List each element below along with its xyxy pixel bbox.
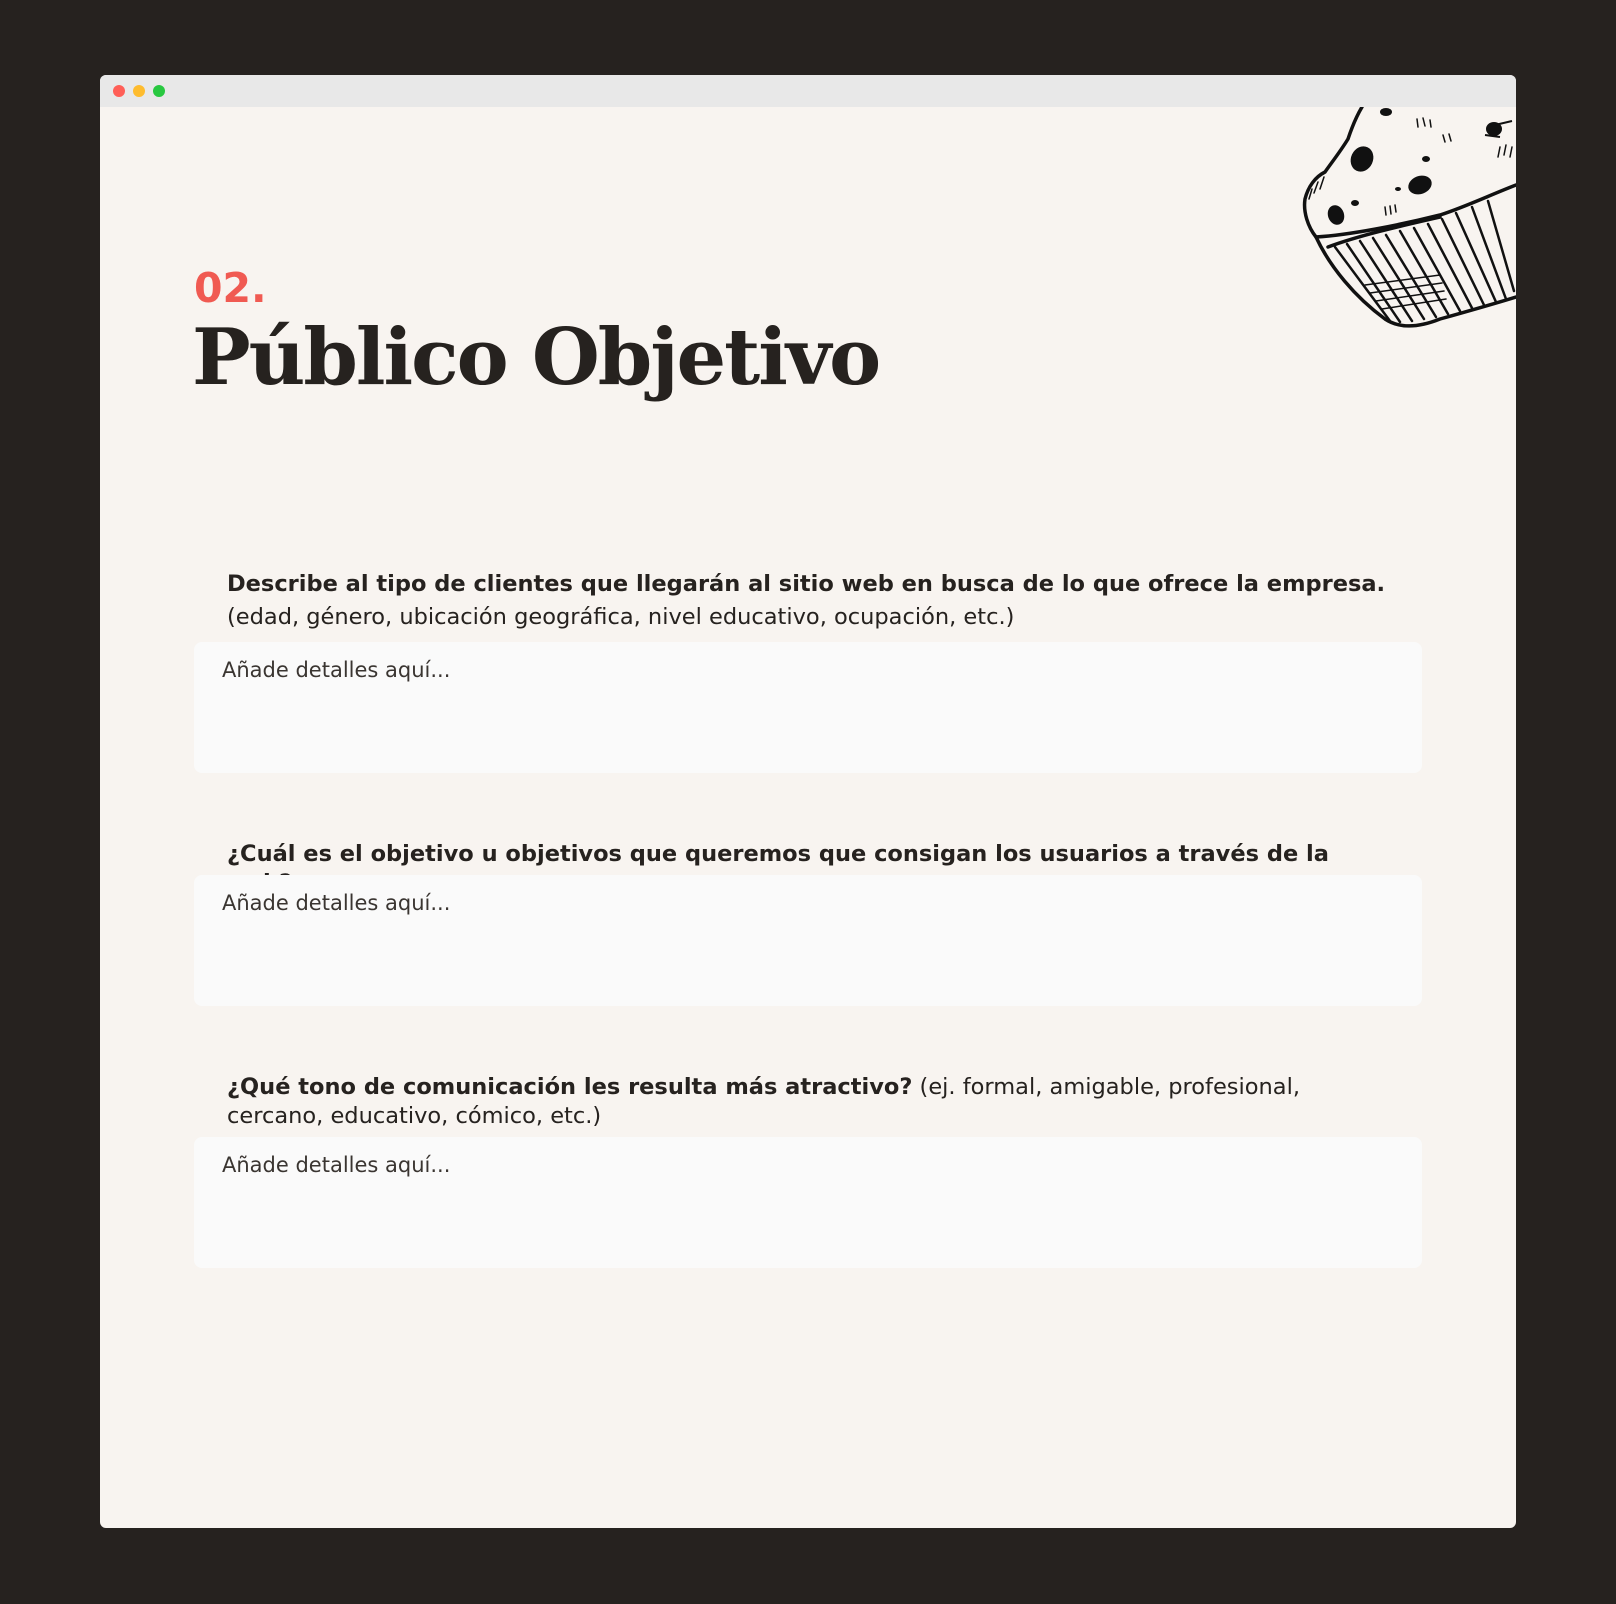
- question-communication-tone: [227, 1073, 1387, 1131]
- communication-tone-answer-field[interactable]: [194, 1137, 1422, 1268]
- minimize-window-button[interactable]: [133, 85, 145, 97]
- window-titlebar: [100, 75, 1516, 107]
- question-label: Describe al tipo de clientes que llegarán al sitio web en busca de lo que ofrece la empresa.: [227, 571, 1386, 597]
- question-hint: (ej. formal, amigable, profesional, cercano, educativo, cómico, etc.): [227, 1074, 1300, 1129]
- question-label: ¿Qué tono de comunicación les resulta más atractivo?: [227, 1074, 913, 1100]
- close-window-button[interactable]: [113, 85, 125, 97]
- user-goals-answer-field[interactable]: [194, 875, 1422, 1006]
- maximize-window-button[interactable]: [153, 85, 165, 97]
- target-audience-answer-field[interactable]: [194, 642, 1422, 773]
- question-target-audience: [227, 570, 1387, 599]
- question-hint: (edad, género, ubicación geográfica, nivel educativo, ocupación, etc.): [227, 604, 1015, 630]
- browser-window: [100, 75, 1516, 1528]
- section-number: 02.: [194, 264, 267, 312]
- question-label: ¿Cuál es el objetivo u objetivos que queremos que consigan los usuarios a través de la: [227, 841, 1329, 867]
- muffin-illustration-icon: [1290, 107, 1516, 332]
- page-title: Público Objetivo: [192, 312, 880, 403]
